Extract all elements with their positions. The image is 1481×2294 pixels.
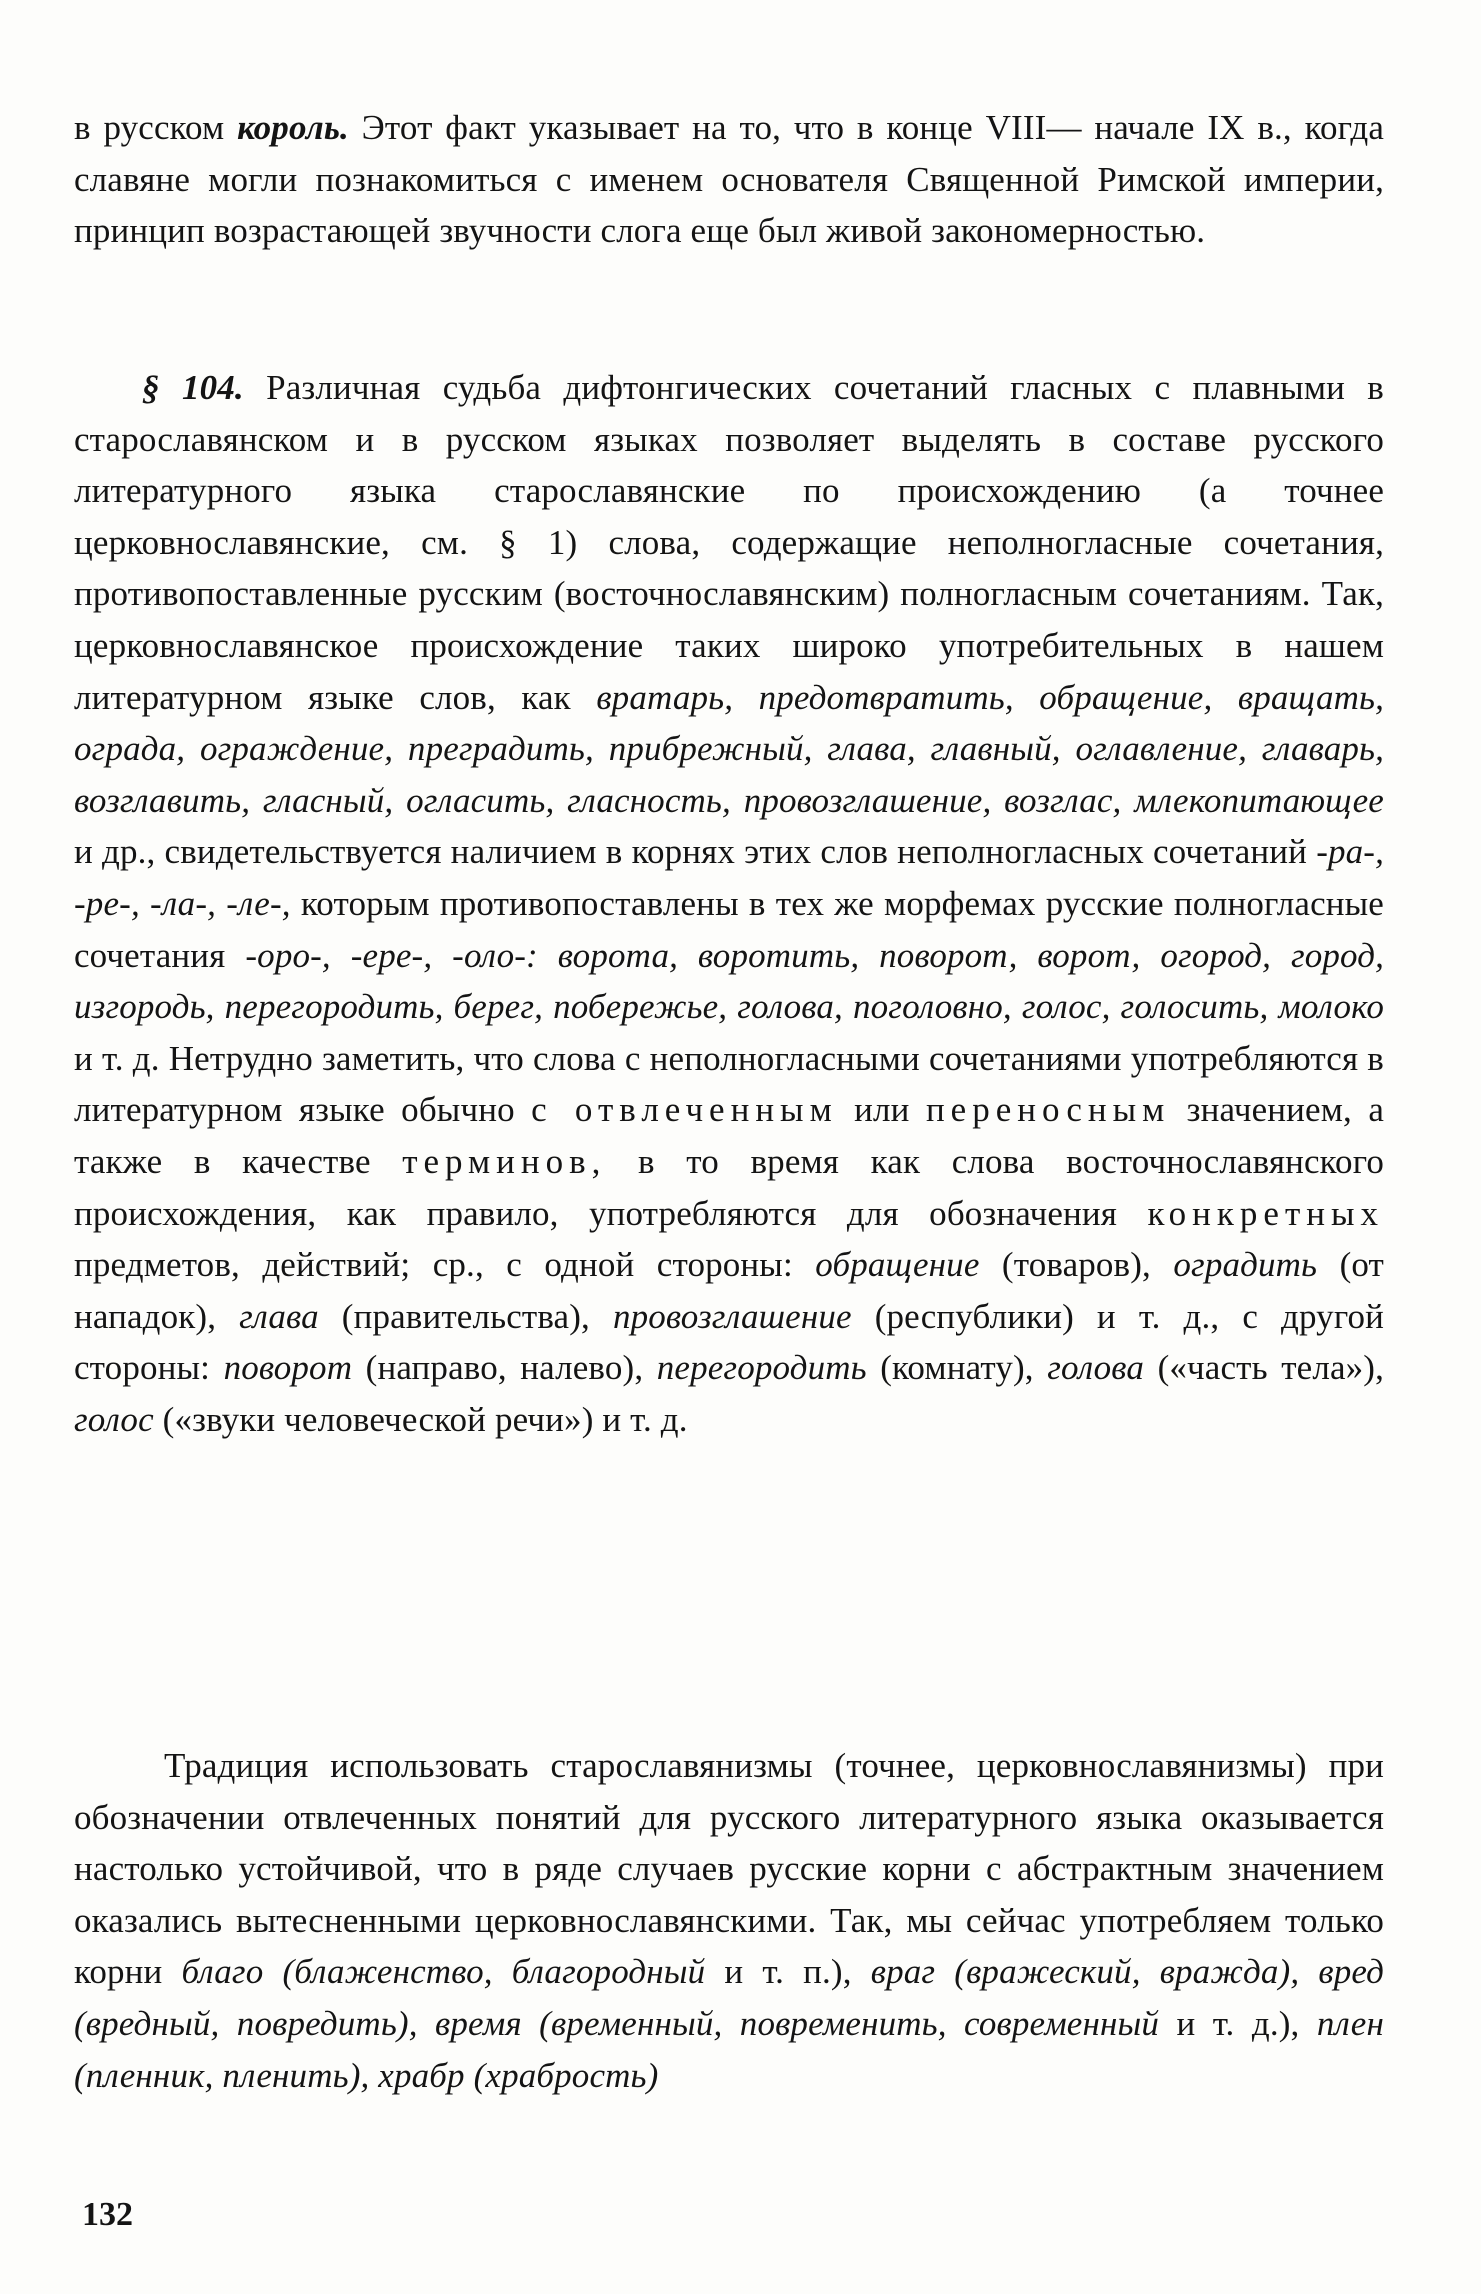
morpheme-examples: -ра-, -ре-, -ла-, -ле-, [74,832,1384,923]
spaced-emphasis: с отвлеченным [531,1090,838,1130]
example-word: обращение [815,1245,980,1285]
example-words: вратарь, предотвратить, обращение, вращать, ограда, ограждение, преградить, прибрежный, глава, главный, оглавление, главарь, возглавить, гласный, огласить, гласность, провозглашение, возглас, млекопитающее [74,677,1384,820]
example-word: король. [237,108,349,147]
section-heading: § 104. [142,368,244,407]
example-word: оградить [1173,1245,1318,1285]
paragraph-text: § 104. Различная судьба дифтонгических сочетаний гласных с плавными в старославянском и в русском языках позволяет выделять в составе русского литературного языка старославянские по происхождению (а точнее церковнославянские, см. § 1) слова, содержащие неполногласные сочетания, противопоставленные русским (восточнославянским) полногласным сочетаниям. Так, церковнославянское происхождение таких широко употребительных в нашем литературном языке слов, как вратарь, предотвратить, обращение, вращать, ограда, ограждение, преградить, прибрежный, глава, главный, оглавление, главарь, возглавить, гласный, огласить, гласность, провозглашение, возглас, млекопитающее и др., свидетельствуется наличием в корнях этих слов неполногласных сочетаний -ра-, -ре-, -ла-, -ле-, которым противопоставлены в тех же морфемах русские полногласные сочетания -оро-, -ере-, -оло-: ворота, воротить, поворот, ворот, огород, город, изгородь, перегородить, берег, побережье, голова, поголовно, голос, голосить, молоко и т. д. Нетрудно заметить, что слова с неполногласными сочетаниями употребляются в литературном языке обычно с отвлеченным или переносным значением, а также в качестве терминов, в то время как слова восточнославянского происхождения, как правило, употребляются для обозначения конкретных предметов, действий; ср., с одной стороны: обращение (товаров), оградить (от нападок), глава (правительства), провозглашение (республики) и т. д., с другой стороны: поворот (направо, налево), перегородить (комнату), голова («часть тела»), голос («звуки человеческой речи») и т. д. [74,368,1385,1439]
example-word: перегородить [656,1348,867,1388]
example-word: голос [74,1399,154,1439]
tradition-paragraph [74,1740,1384,2101]
example-words: плен (пленник, пленить), храбр (храбрость) [74,2003,1384,2095]
spaced-emphasis: терминов, [402,1141,607,1181]
page-number: 132 [82,2196,133,2233]
example-word: поворот [223,1348,353,1388]
example-words: враг (вражеский, вражда), вред (вредный, повредить), время (временный, повременить, современный [74,1952,1385,2043]
spaced-emphasis: конкретных [1147,1193,1384,1233]
section-104-paragraph [74,362,1384,1445]
morpheme-examples: -оро-, -ере-, -оло-: [245,935,538,975]
example-words: благо (блаженство, благородный [181,1952,706,1992]
spaced-emphasis: переносным [925,1090,1171,1130]
example-word: глава [239,1296,319,1336]
paragraph-text: Традиция использовать старославянизмы (точнее, церковнославянизмы) при обозначении отвлеченных понятий для русского литературного языка оказывается настолько устойчивой, что в ряде случаев русские корни с абстрактным значением оказались вытесненными церковнославянскими. Так, мы сейчас употребляем только корни благо (блаженство, благородный и т. п.), враг (вражеский, вражда), вред (вредный, повредить), время (временный, повременить, современный и т. д.), плен (пленник, пленить), храбр (храбрость) [74,1746,1385,2095]
example-word: провозглашение [612,1296,852,1336]
example-word: голова [1047,1348,1145,1388]
example-words: ворота, воротить, поворот, ворот, огород, город, изгородь, перегородить, берег, побережье, голова, поголовно, голос, голосить, молоко [74,935,1384,1027]
paragraph-text: в русском король. Этот факт указывает на то, что в конце VIII— начале IX в., когда славяне могли познакомиться с именем основателя Священной Римской империи, принцип возрастающей звучности слога еще был живой закономерностью. [74,108,1385,251]
paragraph-continuation [74,102,1384,257]
